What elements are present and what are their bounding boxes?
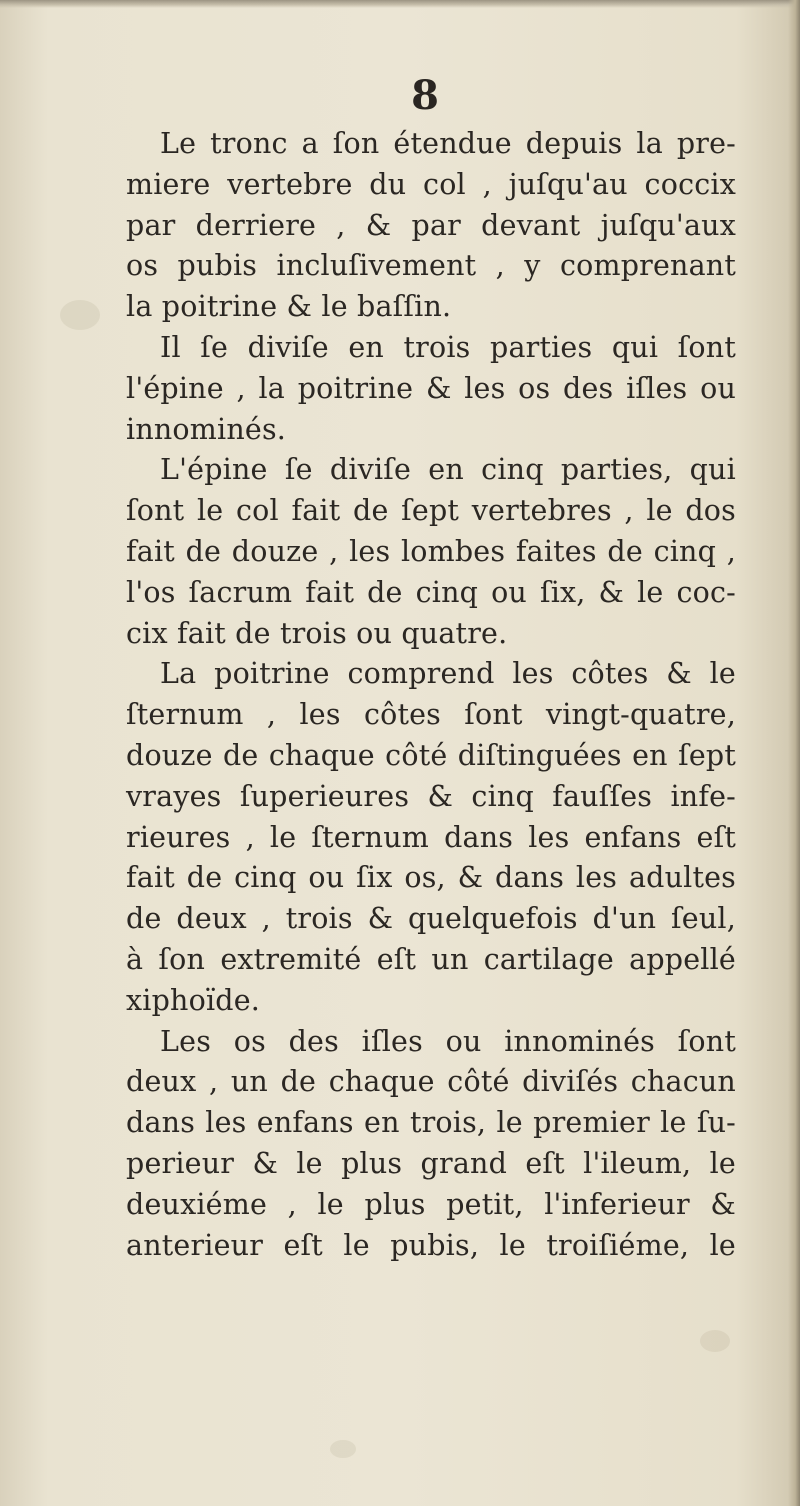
page-top-edge xyxy=(0,0,800,8)
text-line: l'épine , la poitrine & les os des iſles ou xyxy=(126,371,736,405)
text-line: Les os des iſles ou innominés ſont xyxy=(160,1024,736,1058)
page-number: 8 xyxy=(411,72,439,119)
text-line: os pubis incluſivement , y comprenant xyxy=(126,249,736,283)
paragraph xyxy=(126,124,736,328)
text-line: La poitrine comprend les côtes & le xyxy=(160,657,736,691)
paragraph xyxy=(126,328,736,450)
text-line: de deux , trois & quelquefois d'un ſeul, xyxy=(126,902,736,936)
paragraph xyxy=(126,450,736,654)
text-line: cix fait de trois ou quatre. xyxy=(126,616,508,650)
body-text xyxy=(126,124,736,1266)
text-line: à ſon extremité eſt un cartilage appellé xyxy=(126,942,736,976)
paragraph xyxy=(126,654,736,1021)
text-line: innominés. xyxy=(126,412,287,446)
text-line: Il ſe diviſe en trois parties qui ſont xyxy=(160,330,736,364)
text-line: dans les enfans en trois, le premier le ſu- xyxy=(126,1106,736,1140)
text-line: par derriere , & par devant juſqu'aux xyxy=(126,208,736,242)
text-line: rieures , le ſternum dans les enfans eſt xyxy=(126,820,736,854)
paragraph xyxy=(126,1022,736,1267)
text-line: fait de douze , les lombes faites de cinq , xyxy=(126,534,736,568)
text-line: l'os ſacrum fait de cinq ou ſix, & le coc- xyxy=(126,575,736,609)
paper-stain xyxy=(60,300,100,330)
text-line: xiphoïde. xyxy=(126,983,261,1017)
text-line: perieur & le plus grand eſt l'ileum, le xyxy=(126,1146,736,1180)
text-line: deuxiéme , le plus petit, l'inferieur & xyxy=(126,1187,736,1221)
text-line: anterieur eſt le pubis, le troiſiéme, le xyxy=(126,1228,736,1262)
paper-stain xyxy=(700,1330,730,1352)
text-line: vrayes ſuperieures & cinq fauſſes infe- xyxy=(126,779,736,813)
text-line: Le tronc a ſon étendue depuis la pre- xyxy=(160,127,736,160)
text-line: miere vertebre du col , juſqu'au coccix xyxy=(126,167,736,201)
text-line: la poitrine & le baſſin. xyxy=(126,290,452,324)
text-line: douze de chaque côté diſtinguées en ſept xyxy=(126,738,736,772)
paper-stain xyxy=(330,1440,356,1458)
text-line: fait de cinq ou ſix os, & dans les adultes xyxy=(126,861,736,895)
text-line: ſternum , les côtes ſont vingt-quatre, xyxy=(126,698,736,732)
text-line: L'épine ſe diviſe en cinq parties, qui xyxy=(160,453,736,487)
page-gutter-edge xyxy=(788,0,800,1506)
text-line: ſont le col fait de ſept vertebres , le dos xyxy=(126,494,736,528)
text-line: deux , un de chaque côté diviſés chacun xyxy=(126,1065,736,1099)
